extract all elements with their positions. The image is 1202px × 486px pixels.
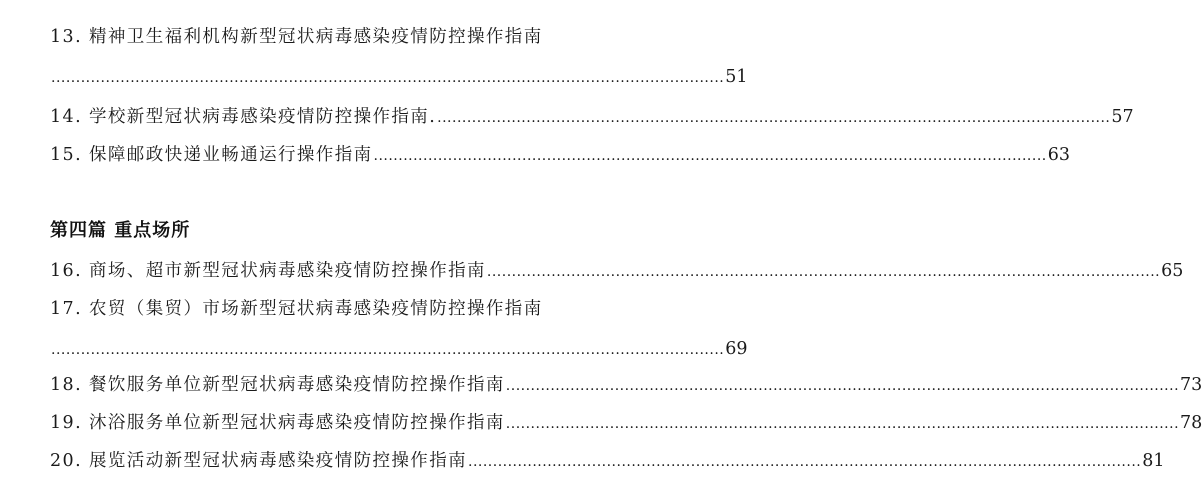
section-heading: 第四篇 重点场所 xyxy=(50,220,191,241)
toc-entry-title: 18. 餐饮服务单位新型冠状病毒感染疫情防控操作指南 xyxy=(50,375,505,395)
dot-leader: ........................................................................................................................................ xyxy=(486,264,1161,280)
toc-entry-page: 73 xyxy=(1180,375,1202,395)
dot-leader: ........................................................................................................................................ xyxy=(51,342,725,358)
toc-entry-page: 78 xyxy=(1180,413,1202,433)
toc-entry-title: 14. 学校新型冠状病毒感染疫情防控操作指南. xyxy=(50,107,437,127)
toc-entry-title: 16. 商场、超市新型冠状病毒感染疫情防控操作指南 xyxy=(50,261,486,281)
toc-entry-16[interactable] xyxy=(50,256,1184,286)
toc-entry-13-leader-line[interactable] xyxy=(50,62,748,92)
toc-entry-title: 17. 农贸（集贸）市场新型冠状病毒感染疫情防控操作指南 xyxy=(50,299,543,319)
toc-entry-17[interactable] xyxy=(50,294,582,324)
toc-entry-18[interactable] xyxy=(50,370,1202,400)
dot-leader: ........................................................................................................................................ xyxy=(373,148,1047,164)
toc-entry-page: 69 xyxy=(725,339,748,359)
toc-entry-19[interactable] xyxy=(50,408,1202,438)
dot-leader: ........................................................................................................................................ xyxy=(505,378,1180,394)
toc-entry-15[interactable] xyxy=(50,140,1071,170)
toc-entry-14[interactable] xyxy=(50,102,1134,132)
toc-entry-17-leader-line[interactable] xyxy=(50,334,748,364)
dot-leader: ........................................................................................................................................ xyxy=(468,454,1142,470)
toc-entry-page: 51 xyxy=(725,67,748,87)
toc-entry-page: 65 xyxy=(1161,261,1184,281)
toc-entry-title: 19. 沐浴服务单位新型冠状病毒感染疫情防控操作指南 xyxy=(50,413,505,433)
toc-entry-13[interactable] xyxy=(50,22,582,52)
toc-entry-title: 20. 展览活动新型冠状病毒感染疫情防控操作指南 xyxy=(50,451,467,471)
toc-entry-title: 15. 保障邮政快递业畅通运行操作指南 xyxy=(50,145,373,165)
dot-leader: ........................................................................................................................................ xyxy=(505,416,1180,432)
toc-entry-20[interactable] xyxy=(50,446,1165,476)
toc-entry-page: 81 xyxy=(1142,451,1165,471)
toc-entry-page: 63 xyxy=(1047,145,1071,165)
dot-leader: ........................................................................................................................................ xyxy=(437,110,1111,126)
dot-leader: ........................................................................................................................................ xyxy=(51,70,725,86)
toc-entry-page: 57 xyxy=(1111,107,1134,127)
toc-entry-title: 13. 精神卫生福利机构新型冠状病毒感染疫情防控操作指南 xyxy=(50,27,543,47)
